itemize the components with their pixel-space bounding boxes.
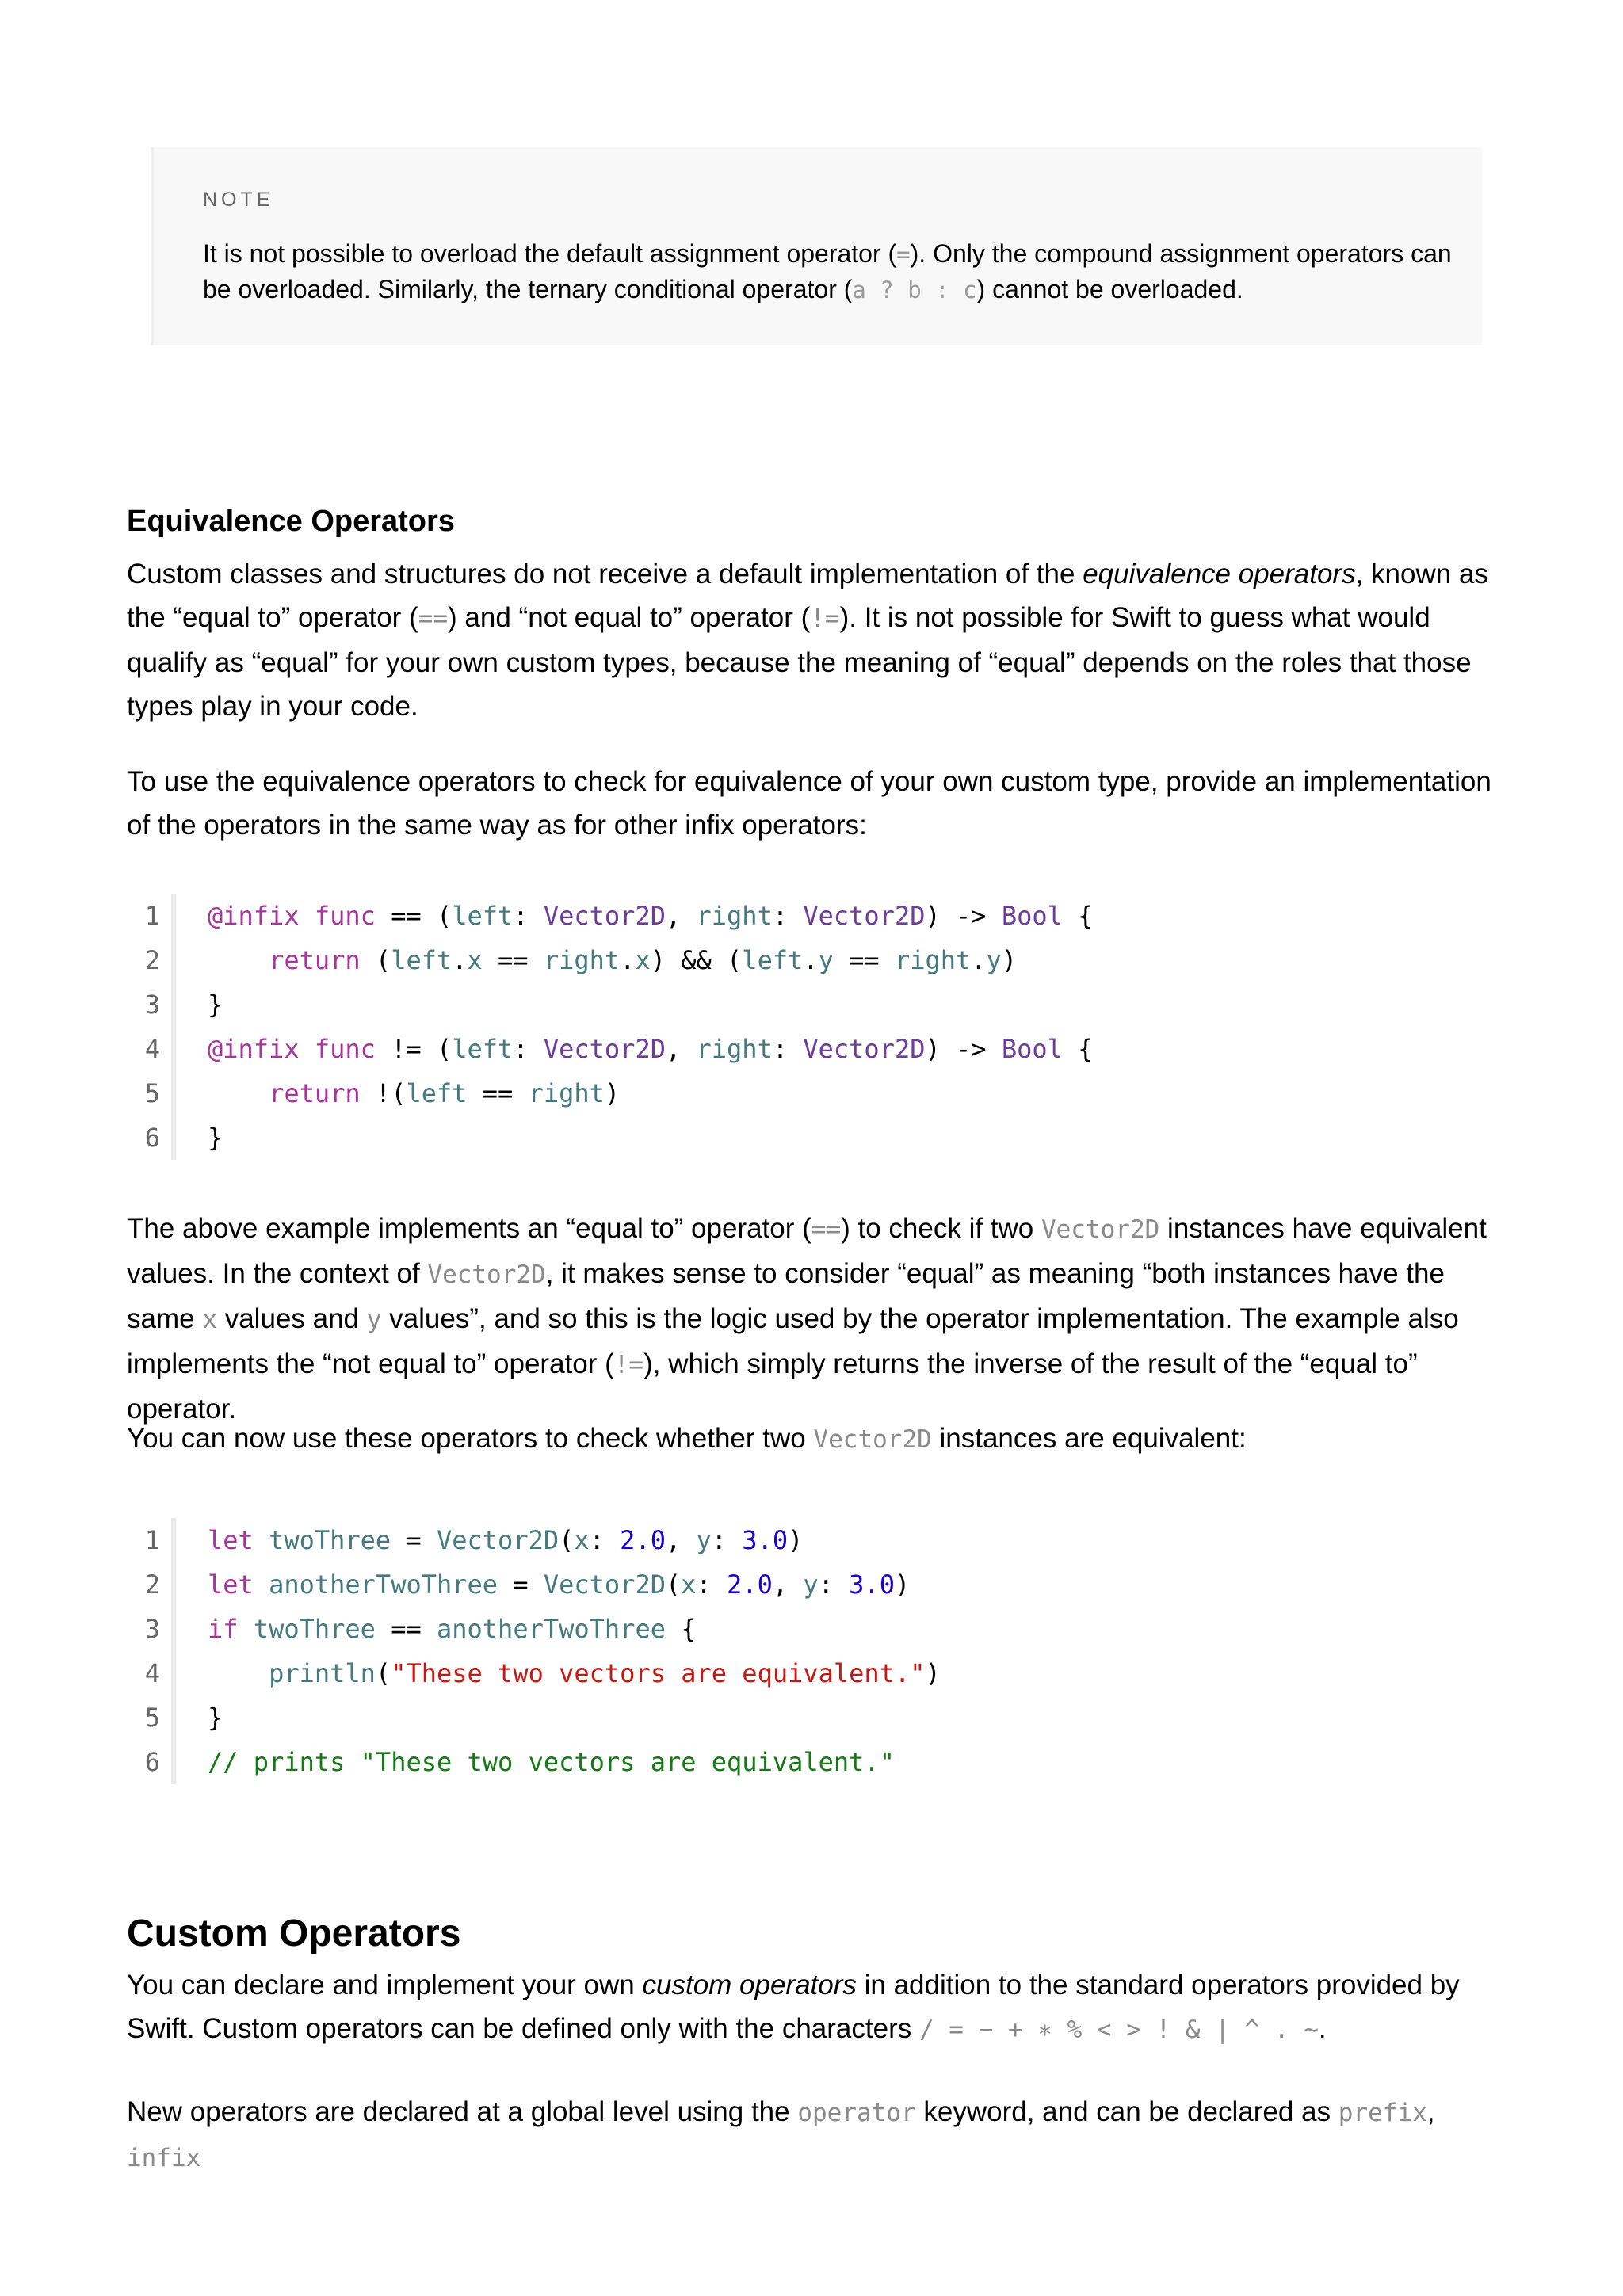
inline-code-ternary: a ? b : c [852,277,977,303]
section-heading-equivalence: Equivalence Operators [127,505,455,538]
code-line [127,1518,1506,1562]
code-line [127,1695,1506,1740]
text-run: You can declare and implement your own [127,1970,643,2000]
text-run: instances have equivalent values. In the context of [127,1213,1487,1289]
code-text: return (left.x == right.x) && (left.y == right.y) [208,945,1018,975]
inline-code: != [810,605,840,633]
gutter-bar [171,894,176,938]
text-run: , known as the “equal to” operator ( [127,559,1488,633]
note-label: NOTE [203,189,274,211]
emphasis-term: custom operators [642,1970,857,2000]
line-number: 5 [144,1703,160,1733]
inline-code: == [418,605,449,633]
section-heading-custom-operators: Custom Operators [127,1913,461,1955]
code-text: println("These two vectors are equivalent.") [269,1658,941,1688]
inline-code: prefix [1338,2099,1427,2127]
text-run: You can now use these operators to check whether two [127,1423,814,1454]
gutter-bar [171,1116,176,1160]
code-line [127,982,1506,1027]
code-text: @infix func == (left: Vector2D, right: Vector2D) -> Bool { [208,901,1094,931]
gutter-bar [171,982,176,1027]
line-number: 2 [144,1569,160,1600]
text-run: instances are equivalent: [931,1423,1247,1454]
code-text: let twoThree = Vector2D(x: 2.0, y: 3.0) [208,1525,804,1555]
inline-code: Vector2D [427,1261,546,1289]
code-text: } [208,1703,223,1733]
emphasis-term: equivalence operators [1083,559,1356,589]
gutter-bar [171,1740,176,1784]
gutter-bar [171,1071,176,1116]
text-run: ) and “not equal to” operator ( [448,602,811,633]
paragraph-custom-intro [127,1963,1506,2052]
code-line [127,938,1506,982]
code-text: return !(left == right) [208,1078,621,1108]
gutter-bar [171,1607,176,1651]
line-number: 2 [144,945,160,975]
code-line [127,1116,1506,1160]
gutter-bar [171,1651,176,1695]
note-text-part: ). Only the compound assignment operators can be overloaded. Similarly, the ternary conditional operator ( [203,239,1452,303]
gutter-bar [171,1027,176,1071]
line-number: 1 [144,1525,160,1555]
text-run: in addition to the standard operators provided by Swift. Custom operators can be defined only with the characters [127,1970,1460,2044]
line-number: 6 [144,1123,160,1153]
paragraph-equivalence-intro [127,552,1506,728]
paragraph-equivalence-check [127,1417,1506,1462]
code-comment: // prints "These two vectors are equivalent." [208,1747,895,1777]
code-text: } [208,990,223,1020]
text-run: , it makes sense to consider “equal” as meaning “both instances have the same [127,1258,1445,1334]
inline-code: operator [797,2099,916,2127]
inline-code: Vector2D [813,1425,932,1454]
line-number: 6 [144,1747,160,1777]
inline-code: / = − + ∗ % < > ! & | ^ . ~ [918,2016,1319,2044]
text-run: , [1426,2096,1435,2127]
line-number: 4 [144,1658,160,1688]
inline-code-assign: = [896,241,911,268]
line-number: 3 [144,990,160,1020]
paragraph-equivalence-explanation [127,1207,1506,1431]
line-number: 1 [144,901,160,931]
text-run: keyword, and can be declared as [915,2096,1338,2127]
code-text: @infix func != (left: Vector2D, right: Vector2D) -> Bool { [208,1034,1094,1064]
paragraph-custom-declaration [127,2090,1506,2180]
text-run: New operators are declared at a global level using the [127,2096,798,2127]
code-line [127,1607,1506,1651]
code-line [127,1651,1506,1695]
text-run: values and [216,1303,367,1334]
text-run: The above example implements an “equal to” operator ( [127,1213,812,1244]
gutter-bar [171,938,176,982]
inline-code: Vector2D [1041,1215,1160,1244]
text-run: ), which simply returns the inverse of the result of the “equal to” operator. [127,1348,1418,1425]
line-number: 4 [144,1034,160,1064]
code-block-equivalence [127,894,1506,1160]
text-run: Custom classes and structures do not receive a default implementation of the [127,559,1083,589]
inline-code: x [202,1306,217,1334]
code-line [127,1562,1506,1607]
inline-code: != [613,1351,644,1379]
text-run: . [1318,2013,1327,2044]
code-text: if twoThree == anotherTwoThree { [208,1614,697,1644]
note-text-part: ) cannot be overloaded. [976,275,1243,303]
note-text-part: It is not possible to overload the default assignment operator ( [203,239,897,268]
gutter-bar [171,1518,176,1562]
code-line [127,1071,1506,1116]
paragraph-equivalence-usage: To use the equivalence operators to check for equivalence of your own custom type, provide an implementation of the operators in the same way as for other infix operators: [127,766,1491,841]
gutter-bar [171,1695,176,1740]
code-block-equivalence-usage [127,1518,1506,1784]
note-text [203,236,1455,307]
code-line [127,894,1506,938]
code-text: } [208,1123,223,1153]
inline-code: == [811,1215,842,1244]
line-number: 3 [144,1614,160,1644]
line-number: 5 [144,1078,160,1108]
text-run: values”, and so this is the logic used by the operator implementation. The example also implements the “not equal to” operator ( [127,1303,1459,1379]
inline-code: infix [127,2144,201,2172]
code-line [127,1740,1506,1784]
gutter-bar [171,1562,176,1607]
note-box [151,147,1482,345]
code-text: let anotherTwoThree = Vector2D(x: 2.0, y: 3.0) [208,1569,911,1600]
text-run: ). It is not possible for Swift to guess what would qualify as “equal” for your own custom types, because the meaning of “equal” depends on the roles that those types play in your code. [127,602,1472,722]
code-line [127,1027,1506,1071]
text-run: ) to check if two [841,1213,1041,1244]
inline-code: y [366,1306,382,1334]
